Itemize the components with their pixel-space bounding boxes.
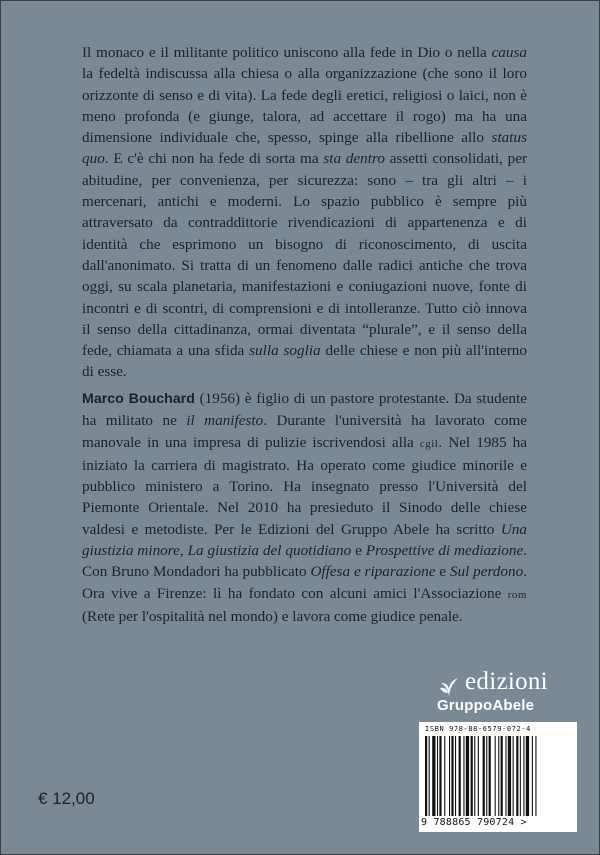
bio-italic: La giustizia del quotidiano: [187, 542, 352, 560]
bio-text-span: e: [435, 563, 450, 581]
barcode-digits: 9 788865 790724 >: [421, 817, 527, 828]
barcode-bar: [508, 736, 511, 816]
barcode-bar: [449, 736, 450, 816]
bio-italic: Una giustizia minore: [82, 520, 527, 560]
bio-text-span: . Ora vive a Firenze: lì ha fondato con alcuni amici l'Associazione: [82, 563, 527, 602]
barcode-bar: [520, 736, 521, 816]
isbn-label: ISBN 978-88-6579-072-4: [425, 725, 531, 733]
barcode-bar: [495, 736, 496, 816]
bio-text-span: (Rete per l'ospitalità nel mondo) e lavora come giudice penale.: [82, 607, 463, 625]
bio-text-span: ,: [179, 542, 188, 560]
barcode-bar: [451, 736, 453, 816]
barcode-bar: [532, 736, 533, 816]
barcode-bar: [425, 736, 427, 816]
bio-paragraph: [82, 388, 527, 627]
barcode-bar: [455, 736, 456, 816]
barcode-bars: [425, 736, 571, 816]
barcode-bar: [478, 736, 479, 816]
barcode-bar: [429, 736, 430, 816]
bio-italic: Prospettive di mediazione: [365, 542, 524, 560]
blurb-italic: causa: [491, 44, 527, 61]
publisher-name: GruppoAbele: [437, 697, 535, 714]
barcode-bar: [505, 736, 506, 816]
blurb-text-span: delle chiese e non più all'interno di esse.: [82, 342, 527, 381]
barcode-bar: [466, 736, 469, 816]
bio-italic: Offesa e riparazione: [310, 563, 436, 581]
bio-text-span: . Nel 1985 ha iniziato la carriera di magistrato. Ha operato come giudice minorile e pubblico ministero a Torino. Ha insegnato presso l'Università del Piemonte Orientale. Nel 2010 ha presieduto il Sinodo delle chiese valdesi e metodiste. Per le Edizioni del Gruppo Abele ha scritto: [82, 433, 527, 538]
blurb-text-span: la fedeltà indiscussa alla chiesa o alla organizzazione (che sono il loro orizzonte di senso e di vita). La fede degli eretici, religiosi o laici, non è meno profonda (e giunge, talora, ad accettare il rogo) ma ha una dimensione individuale che, spesso, spinge alla ribellione allo: [82, 65, 527, 147]
barcode-bar: [459, 736, 461, 816]
bio-text-span: . Durante l'università ha lavorato come manovale in una impresa di pulizie iscrivendosi alla: [82, 412, 527, 451]
bio-smallcaps: rom: [507, 588, 527, 601]
blurb-text-span: . E c'è chi non ha fede di sorta ma: [104, 150, 324, 168]
author-name: Marco Bouchard: [82, 391, 195, 407]
stylized-sprout-logo-icon: [437, 674, 461, 698]
barcode-bar: [463, 736, 464, 816]
isbn-barcode: [419, 722, 577, 832]
bio-italic: il manifesto: [186, 412, 264, 430]
barcode-bar: [439, 736, 441, 816]
barcode-bar: [486, 736, 487, 816]
barcode-bar: [483, 736, 485, 816]
blurb-italic: sulla soglia: [249, 342, 321, 360]
barcode-bar: [513, 736, 514, 816]
barcode-bar: [432, 736, 435, 816]
bio-text-span: e: [351, 542, 366, 560]
bio-text-span: (1956) è figlio di un pastore protestante. Da studente ha militato ne: [82, 390, 527, 430]
barcode-bar: [489, 736, 491, 816]
publisher-word: edizioni: [465, 668, 548, 695]
barcode-bar: [501, 736, 503, 816]
blurb-italic: status quo: [82, 129, 527, 168]
blurb-paragraph: [82, 42, 527, 383]
barcode-bar: [516, 736, 518, 816]
blurb-text-span: assetti consolidati, per abitudine, per convenienza, per sicurezza: sono – tra gli altri – i mercenari, antichi e moderni. Lo spazio pubblico è sempre più attraversato da contraddittorie rivendicazioni di appartenenza e di identità che esprimono un bisogno di riconoscimento, di uscita dall'anonimato. Si tratta di un fenomeno dalle radici antiche che trova oggi, su scala planetaria, manifestazioni e coniugazioni nuove, fonte di incontri e di scontri, di comprensioni e di intolleranze. Tutto ciò innova il senso della cittadinanza, ormai diventata “plurale”, e il senso della fede, chiamata a una sfida: [82, 150, 528, 360]
blurb-italic: sta dentro: [323, 150, 385, 168]
barcode-bar: [474, 736, 475, 816]
bio-text-span: . Con Bruno Mondadori ha pubblicato: [82, 542, 528, 581]
author-bio: [82, 388, 527, 627]
barcode-bar: [526, 736, 529, 816]
barcode-bar: [437, 736, 438, 816]
publisher-logo: [437, 668, 577, 722]
bio-italic: Sul perdono: [449, 563, 524, 581]
blurb-text: [82, 42, 527, 383]
price-label: € 12,00: [38, 789, 95, 808]
barcode-bar: [535, 736, 536, 816]
barcode-bar: [523, 736, 524, 816]
barcode-bar: [444, 736, 445, 816]
barcode-bar: [498, 736, 499, 816]
barcode-bar: [471, 736, 473, 816]
blurb-text-span: Il monaco e il militante politico uniscono alla fede in Dio o nella: [82, 44, 492, 61]
bio-smallcaps: cgil: [419, 437, 439, 450]
